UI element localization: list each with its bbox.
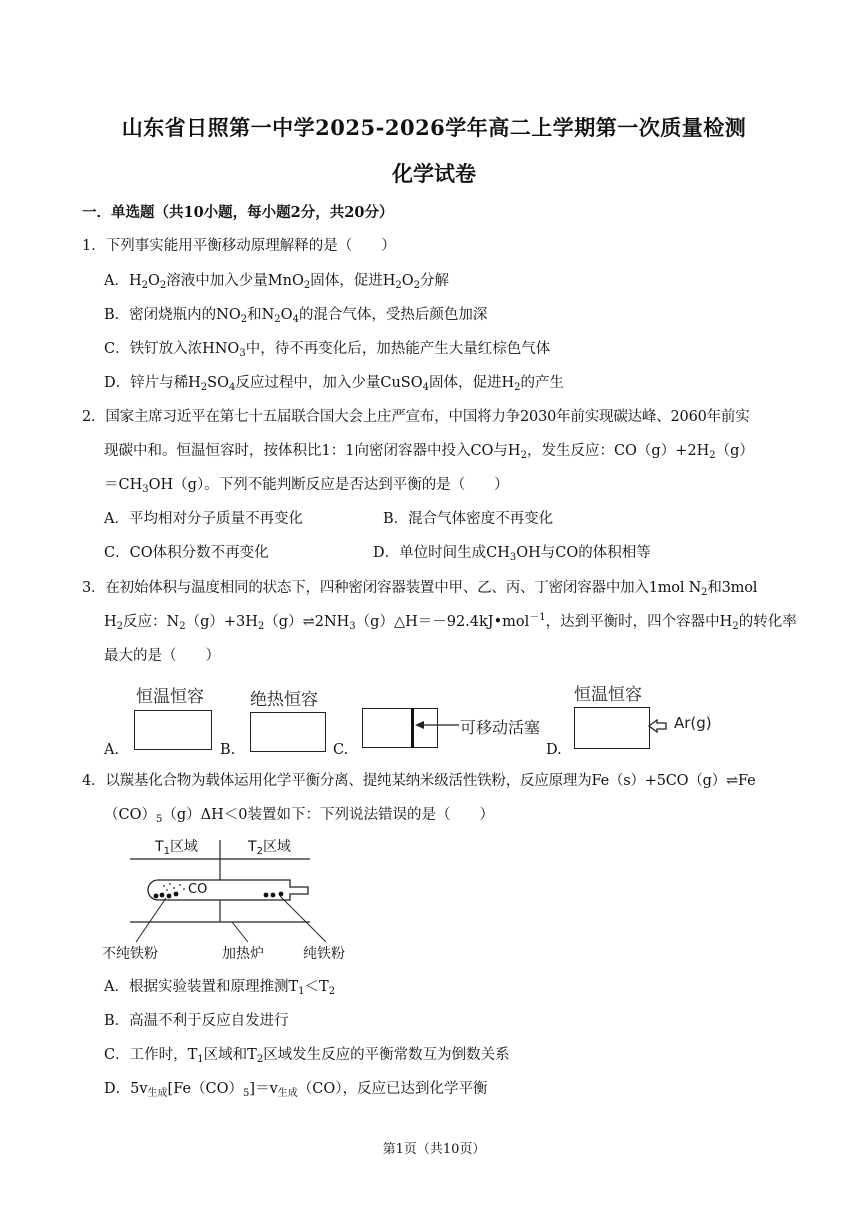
q1-stem: 1．下列事实能用平衡移动原理解释的是（ ） (82, 238, 396, 254)
q3-figure-a-label: A. (104, 742, 120, 758)
q1-option-c: C．铁钉放入浓$HNO_3$中，待不再变化后，加热能产生大量红棕色气体 (104, 341, 551, 359)
q4-fig-impure-iron-label: 不纯铁粉 (102, 946, 158, 962)
q1-option-d: D．锌片与稀$H_2SO_4$反应过程中，加入少量CuSO$_4$固体，促进$H_2$的产生 (104, 375, 565, 393)
q3-stem-line1: 3．在初始体积与温度相同的状态下，四种密闭容器装置中甲、乙、丙、丁密闭容器中加入1mol $N_2$和3mol (82, 580, 758, 598)
q3-figure-c-caption: 可移动活塞 (460, 718, 541, 737)
q4-option-d: D．$5v_{生成}[Fe(CO)_5]=v_{生成}(CO)$，反应已达到化学平衡 (104, 1081, 488, 1099)
page-footer: 第1页（共10页） (382, 1142, 486, 1157)
q3-figure-b-caption: 绝热恒容 (250, 690, 318, 710)
q4-tube-diagram (100, 832, 370, 942)
q3-argon-label: Ar(g) (674, 714, 712, 732)
q3-figure-d-caption: 恒温恒容 (574, 685, 642, 705)
q2-stem-line2: 现碳中和。恒温恒容时，按体积比1：1向密闭容器中投入CO与$H_2$，发生反应：$CO(g)+2H_2(g)$ (104, 443, 754, 461)
q2-option-c: C．CO体积分数不再变化 (104, 545, 269, 561)
q1-option-a: A．$H_2O_2$溶液中加入少量MnO$_2$固体，促进$H_2O_2$分解 (104, 273, 450, 291)
q3-container-a (134, 710, 212, 750)
section-heading: 一．单选题（共10小题，每小题2分，共20分） (82, 204, 394, 221)
q3-figure-d-label: D. (546, 742, 562, 758)
q2-option-d: D．单位时间生成$CH_3OH$与CO的体积相等 (373, 545, 651, 563)
q2-option-a: A．平均相对分子质量不再变化 (104, 511, 303, 527)
q2-stem-line1: 2．国家主席习近平在第七十五届联合国大会上庄严宣布，中国将力争2030年前实现碳达峰、2060年前实 (82, 409, 750, 425)
q4-option-b: B．高温不利于反应自发进行 (104, 1013, 289, 1029)
q4-fig-pure-iron-label: 纯铁粉 (303, 946, 345, 962)
q3-gas-inlet-arrow-icon (648, 718, 668, 734)
q3-movable-piston (411, 708, 414, 748)
q4-option-a: A．根据实验装置和原理推测$T_1<T_2$ (104, 979, 336, 997)
q3-stem-line3: 最大的是（ ） (104, 648, 220, 664)
q4-apparatus-figure (100, 832, 370, 972)
q3-figure-row (100, 680, 740, 762)
q3-stem-line2: $H_2$反应：$N_2(g)+3H_2(g)\rightleftharpoons 2NH_3(g)\triangle H=-92.4kJ•mol^{-1}$，达到平衡时，四个容器中$H_2$的转化率 (104, 612, 797, 632)
q3-container-d (574, 707, 650, 749)
q4-fig-t1-label: $T_1$区域 (155, 839, 198, 857)
exam-subtitle: 化学试卷 (392, 161, 476, 186)
q2-option-b: B．混合气体密度不再变化 (383, 511, 554, 527)
q3-container-b (250, 712, 326, 752)
q2-stem-line3: $=CH_3OH(g)$。下列不能判断反应是否达到平衡的是（ ） (104, 477, 509, 495)
q4-stem-line2: $(CO)_5(g)\Delta H<0$装置如下：下列说法错误的是（ ） (104, 807, 494, 825)
exam-title: 山东省日照第一中学2025-2026学年高二上学期第一次质量检测 (121, 115, 747, 140)
q4-stem-line1: 4．以羰基化合物为载体运用化学平衡分离、提纯某纳米级活性铁粉，反应原理为Fe（s）+5CO（g）⇌Fe (82, 773, 756, 789)
q4-fig-furnace-label: 加热炉 (222, 946, 264, 962)
q3-figure-a-caption: 恒温恒容 (136, 687, 204, 707)
q3-piston-arrow-icon (415, 718, 460, 732)
q1-option-b: B．密闭烧瓶内的$NO_2$和$N_2O_4$的混合气体，受热后颜色加深 (104, 307, 488, 325)
q4-fig-t2-label: $T_2$区域 (248, 839, 291, 857)
q4-option-c: C．工作时，$T_1$区域和$T_2$区域发生反应的平衡常数互为倒数关系 (104, 1047, 510, 1065)
q3-figure-b-label: B. (220, 742, 236, 758)
q3-figure-c-label: C. (333, 742, 349, 758)
q4-fig-co-label: CO (188, 882, 208, 897)
